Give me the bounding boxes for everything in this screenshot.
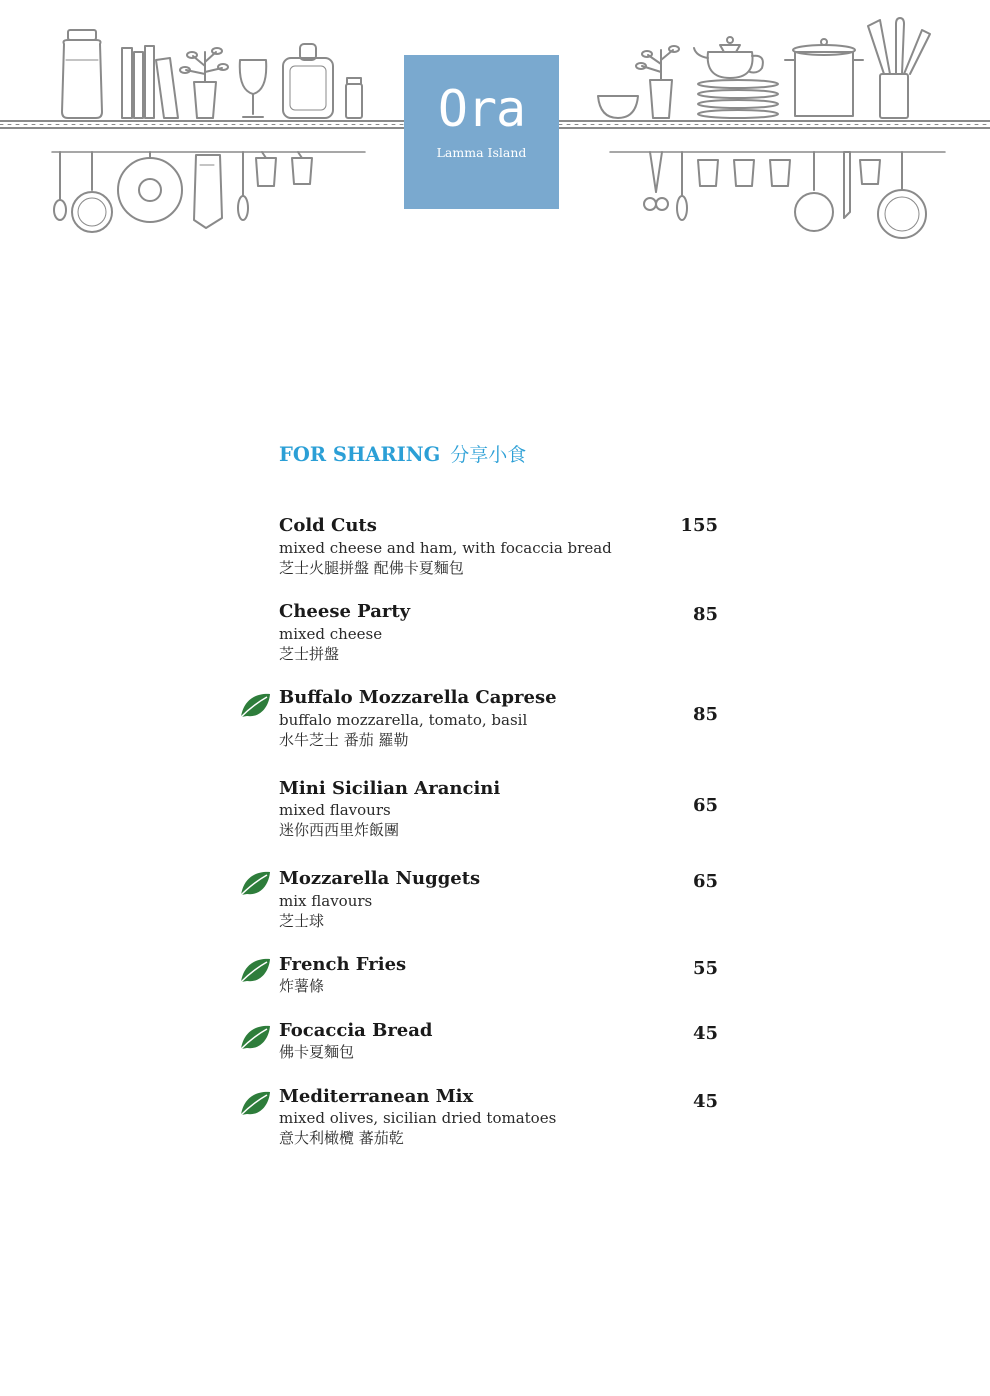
pan-right-icon	[795, 152, 833, 231]
leaf-icon	[238, 690, 272, 720]
section-title	[279, 442, 526, 468]
item-name-cn: 芝士拼盤	[279, 645, 340, 663]
leaf-icon	[238, 1088, 272, 1118]
menu-item	[238, 954, 718, 1026]
item-name-cn: 意大利橄欖 蕃茄乾	[279, 1129, 404, 1147]
brand-name: Ora	[437, 80, 526, 138]
item-name: Mini Sicilian Arancini	[279, 778, 501, 799]
menu-item	[238, 1086, 718, 1158]
mug-icon	[256, 152, 312, 186]
item-price: 45	[692, 1023, 718, 1044]
menu-item	[238, 515, 718, 587]
item-name: Cold Cuts	[279, 515, 377, 536]
menu-item	[238, 601, 718, 673]
item-price: 65	[692, 795, 718, 816]
section-title-cn: 分享小食	[450, 444, 527, 466]
item-name-cn: 芝士火腿拼盤 配佛卡夏麵包	[279, 559, 464, 577]
stock-pot-icon	[785, 39, 863, 116]
brand-location: Lamma Island	[436, 145, 527, 160]
wine-glass-icon	[240, 60, 266, 117]
scissors-icon	[644, 152, 668, 210]
bowl-icon	[598, 96, 638, 118]
right-shelf	[559, 121, 990, 152]
item-name: French Fries	[279, 954, 407, 975]
item-name-cn: 佛卡夏麵包	[279, 1043, 355, 1061]
leaf-icon	[238, 868, 272, 898]
item-description: mixed cheese and ham, with focaccia bread	[279, 539, 612, 557]
potted-plant-icon	[180, 48, 228, 118]
small-jar-icon	[346, 78, 362, 118]
hanging-cups-icon	[698, 160, 790, 186]
towel-icon	[194, 155, 222, 228]
jar-icon	[62, 30, 102, 118]
brand-logo	[404, 55, 559, 209]
menu-item	[238, 1020, 718, 1092]
item-price: 155	[680, 515, 718, 536]
item-price: 85	[692, 604, 718, 625]
item-price: 85	[692, 704, 718, 725]
item-name-cn: 水牛芝士 番茄 羅勒	[279, 731, 409, 749]
item-price: 45	[692, 1091, 718, 1112]
item-name: Mediterranean Mix	[279, 1086, 474, 1107]
cup-right-icon	[860, 160, 880, 184]
item-name: Buffalo Mozzarella Caprese	[279, 687, 557, 708]
item-price: 55	[692, 958, 718, 979]
item-name-cn: 炸薯條	[279, 977, 325, 995]
menu-item	[238, 687, 718, 759]
stacked-plates-icon	[698, 80, 778, 118]
item-name: Focaccia Bread	[279, 1020, 433, 1041]
leaf-icon	[238, 1022, 272, 1052]
left-shelf	[0, 121, 404, 152]
item-name-cn: 迷你西西里炸飯團	[279, 821, 400, 839]
knife-icon	[844, 152, 850, 218]
menu-item	[238, 778, 718, 850]
potted-plant-right-icon	[636, 46, 679, 118]
item-description: mixed olives, sicilian dried tomatoes	[279, 1109, 557, 1127]
section-title-en: FOR SHARING	[279, 443, 441, 466]
leaf-icon	[238, 955, 272, 985]
utensil-holder-icon	[868, 18, 930, 118]
ladle-icon	[54, 152, 66, 220]
menu-item	[238, 868, 718, 940]
item-description: mixed flavours	[279, 801, 391, 819]
item-description: mix flavours	[279, 892, 373, 910]
item-name-cn: 芝士球	[279, 912, 325, 930]
item-description: mixed cheese	[279, 625, 383, 643]
wooden-spoon-icon	[677, 152, 687, 220]
item-description: buffalo mozzarella, tomato, basil	[279, 711, 528, 729]
books-icon	[122, 46, 178, 118]
round-pot-icon	[118, 152, 182, 222]
item-price: 65	[692, 871, 718, 892]
frying-pan-icon	[72, 152, 112, 232]
cutting-board-icon	[283, 44, 333, 118]
item-name: Cheese Party	[279, 601, 411, 622]
teapot-icon	[694, 37, 763, 78]
item-name: Mozzarella Nuggets	[279, 868, 481, 889]
spatula-icon	[238, 152, 248, 220]
large-pan-icon	[878, 152, 926, 238]
